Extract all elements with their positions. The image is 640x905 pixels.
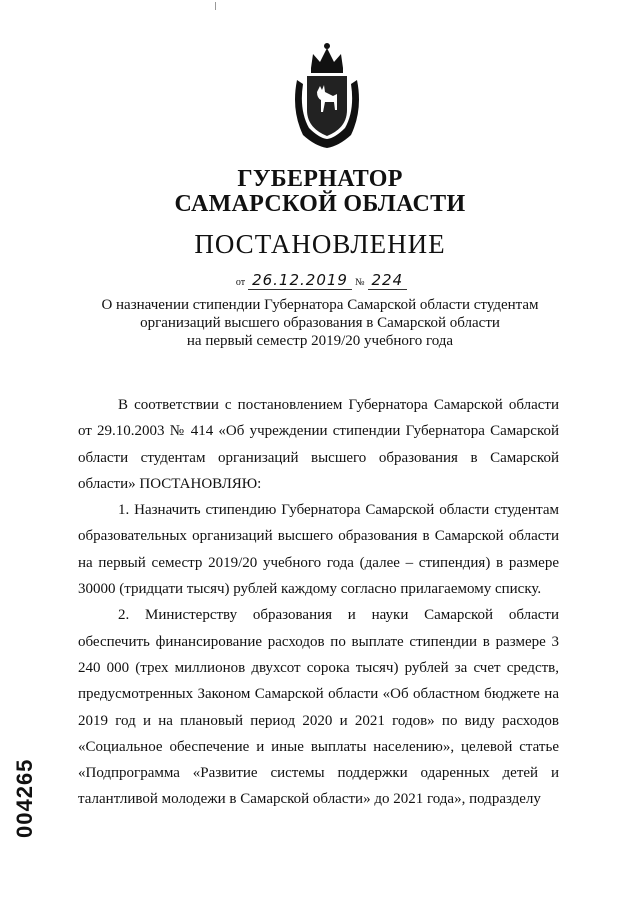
org-name-line1: ГУБЕРНАТОР bbox=[237, 166, 403, 192]
subject-line: на первый семестр 2019/20 учебного года bbox=[186, 333, 454, 349]
document-type: ПОСТАНОВЛЕНИЕ bbox=[194, 229, 446, 259]
number-label: № bbox=[354, 277, 365, 288]
document-number: 224 bbox=[368, 271, 408, 290]
clause-2-paragraph: 2. Министерству образования и науки Самарской области обеспечить финансирование расходов по выплате стипендии в размере 3 240 000 (трех миллионов двухсот сорока тысяч) рублей за счет средств, предусмотренных Законом Самарской области «Об областном бюджете на 2019 год и на плановый период 2020 и 2021 годов» по виду расходов «Социальное обеспечение и иные выплаты населению», целевой статье «Подпрограмма «Развитие системы поддержки одаренных детей и талантливой молодежи в Самарской области» до 2021 года», подразделу bbox=[78, 607, 559, 808]
document-number-line bbox=[0, 271, 640, 289]
subject-line: О назначении стипендии Губернатора Самарской области студентам bbox=[101, 297, 539, 313]
preamble-paragraph: В соответствии с постановлением Губернатора Самарской области от 29.10.2003 № 414 «Об учреждении стипендии Губернатора Самарской области студентам организаций высшего образования в Самарской области» ПОСТАНОВЛЯЮ: bbox=[78, 397, 559, 492]
org-name-line2: САМАРСКОЙ ОБЛАСТИ bbox=[174, 191, 466, 217]
clause-1-paragraph: 1. Назначить стипендию Губернатора Самарской области студентам образовательных организаций высшего образования в Самарской области на первый семестр 2019/20 учебного года (далее – стипендия) в размере 30000 (тридцати тысяч) рублей каждому согласно прилагаемому списку. bbox=[78, 502, 559, 598]
document-body bbox=[78, 392, 559, 813]
date-prefix: от bbox=[235, 277, 246, 288]
subject-line: организаций высшего образования в Самарской области bbox=[140, 315, 500, 331]
coat-of-arms-icon bbox=[289, 40, 365, 150]
scan-mark bbox=[215, 2, 216, 10]
document-date: 26.12.2019 bbox=[248, 271, 352, 290]
registration-number: 004265 bbox=[12, 758, 37, 838]
document-subject bbox=[0, 296, 640, 350]
